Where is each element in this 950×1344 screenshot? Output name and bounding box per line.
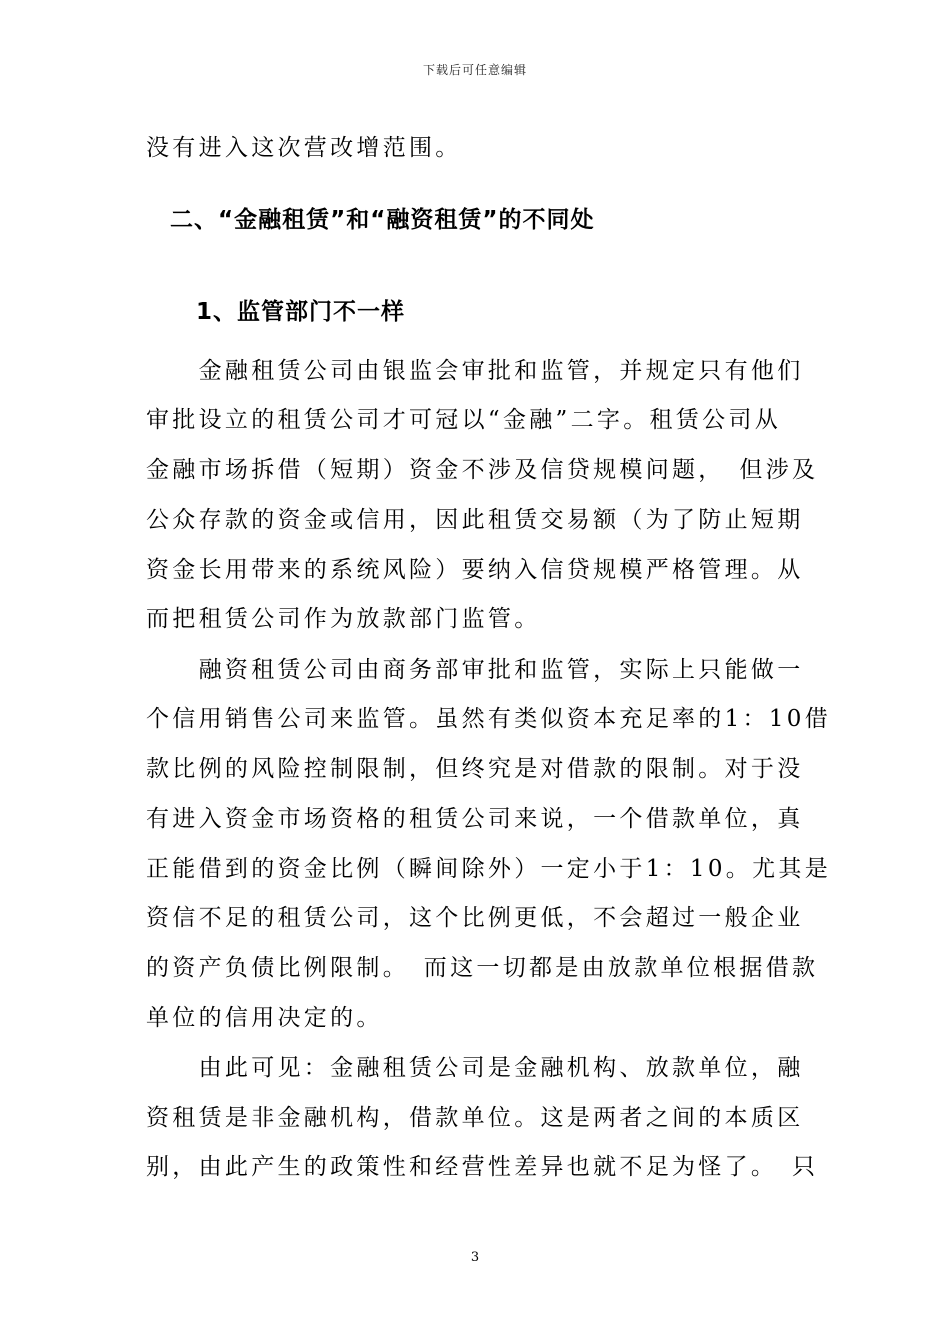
body-line: 公众存款的资金或信用，因此租赁交易额（为了防止短期 [146,507,804,533]
body-line: 审批设立的租赁公司才可冠以“金融”二字。租赁公司从 [146,407,782,433]
body-line: 金融租赁公司由银监会审批和监管，并规定只有他们 [146,358,804,384]
section-heading: 二、“金融租赁”和“融资租赁”的不同处 [170,207,595,233]
body-line: 而把租赁公司作为放款部门监管。 [146,606,541,632]
page-number: 3 [470,1250,480,1265]
body-line: 有进入资金市场资格的租赁公司来说，一个借款单位，真 [146,806,804,832]
body-line: 款比例的风险控制限制，但终究是对借款的限制。对于没 [146,756,804,782]
body-line: 的资产负债比例限制。 而这一切都是由放款单位根据借款 [146,955,819,981]
body-line: 没有进入这次营改增范围。 [146,135,462,161]
body-line: 单位的信用决定的。 [146,1005,383,1031]
body-line: 资信不足的租赁公司，这个比例更低，不会超过一般企业 [146,905,804,931]
body-line: 融资租赁公司由商务部审批和监管，实际上只能做一 [146,657,804,683]
body-line: 资金长用带来的系统风险）要纳入信贷规模严格管理。从 [146,557,804,583]
subsection-heading: 1、监管部门不一样 [196,299,406,325]
body-line: 由此可见：金融租赁公司是金融机构、放款单位，融 [146,1055,804,1081]
page-header: 下载后可任意编辑 [422,63,527,77]
body-line: 金融市场拆借（短期）资金不涉及信贷规模问题， 但涉及 [146,457,819,483]
body-line: 个信用销售公司来监管。虽然有类似资本充足率的1：10借 [146,706,831,732]
body-line: 资租赁是非金融机构，借款单位。这是两者之间的本质区 [146,1105,804,1131]
body-line: 别，由此产生的政策性和经营性差异也就不足为怪了。 只 [146,1154,819,1180]
body-line: 正能借到的资金比例（瞬间除外）一定小于1：10。尤其是 [146,856,831,882]
